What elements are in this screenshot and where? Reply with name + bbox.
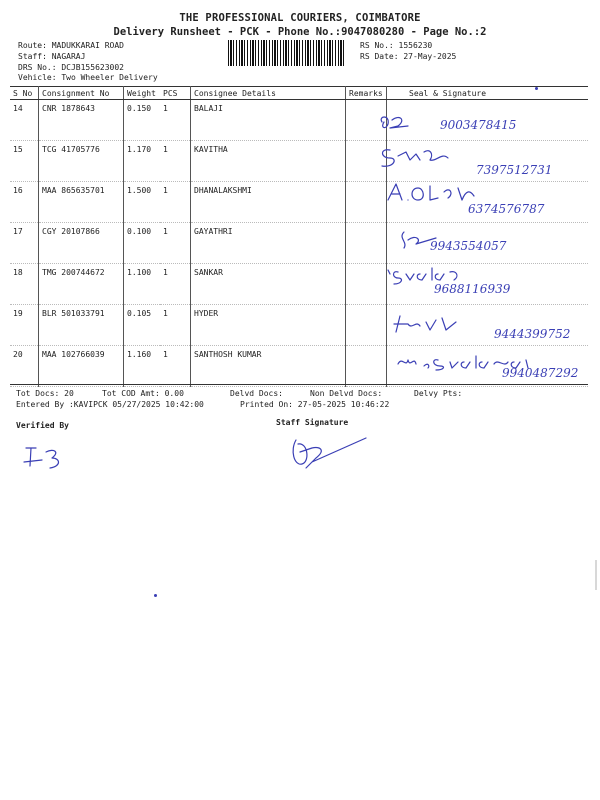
row-remarks — [346, 346, 387, 387]
row-weight: 0.150 — [124, 100, 161, 141]
row-pcs: 1 — [160, 141, 191, 182]
row-consignment: CGY 20107866 — [39, 223, 124, 264]
row-consignee: DHANALAKSHMI — [191, 182, 346, 223]
handwritten-phone: 6374576787 — [468, 202, 545, 216]
row-consignee: GAYATHRI — [191, 223, 346, 264]
col-remarks: Remarks — [346, 87, 387, 100]
row-pcs: 1 — [160, 305, 191, 346]
col-pcs: PCS — [160, 87, 191, 100]
row-sno: 14 — [10, 100, 39, 141]
table-row — [10, 141, 588, 182]
row-consignment: CNR 1878643 — [39, 100, 124, 141]
row-consignment: BLR 501033791 — [39, 305, 124, 346]
row-remarks — [346, 223, 387, 264]
row-sno: 19 — [10, 305, 39, 346]
signature-scrawl — [384, 264, 494, 286]
vehicle-label: Vehicle: Two Wheeler Delivery — [18, 73, 158, 82]
signature-scrawl — [384, 180, 484, 206]
signature-scrawl — [394, 352, 544, 372]
row-pcs: 1 — [160, 346, 191, 387]
staff-signature-label: Staff Signature — [276, 418, 349, 427]
staff-label: Staff: NAGARAJ — [18, 52, 86, 61]
total-cod-amount: Tot COD Amt: 0.00 — [102, 389, 184, 398]
verified-by-label: Verified By — [16, 421, 69, 430]
row-weight: 0.105 — [124, 305, 161, 346]
barcode-image — [228, 40, 344, 66]
col-signature: Seal & Signature — [387, 87, 589, 100]
delivered-docs: Delvd Docs: — [230, 389, 283, 398]
delivery-points: Delvy Pts: — [414, 389, 463, 398]
row-pcs: 1 — [160, 182, 191, 223]
row-remarks — [346, 264, 387, 305]
row-consignment: TCG 41705776 — [39, 141, 124, 182]
col-sno: S No — [10, 87, 39, 100]
row-remarks — [346, 182, 387, 223]
handwritten-phone: 9943554057 — [430, 239, 507, 253]
row-weight: 1.170 — [124, 141, 161, 182]
handwritten-phone: 9444399752 — [494, 327, 571, 341]
col-weight: Weight — [124, 87, 161, 100]
row-signature — [387, 100, 589, 141]
runsheet-subtitle: Delivery Runsheet - PCK - Phone No.:9047080280 - Page No.:2 — [113, 26, 487, 38]
handwritten-phone: 9940487292 — [502, 366, 579, 380]
row-consignee: SANTHOSH KUMAR — [191, 346, 346, 387]
entered-by: Entered By :KAVIPCK 05/27/2025 10:42:00 — [16, 400, 204, 409]
row-weight: 1.500 — [124, 182, 161, 223]
signature-scrawl — [376, 144, 466, 170]
non-delivered-docs: Non Delvd Docs: — [310, 389, 383, 398]
runsheet-table — [10, 86, 588, 387]
row-weight: 1.160 — [124, 346, 161, 387]
row-consignee: BALAJI — [191, 100, 346, 141]
route-label: Route: MADUKKARAI ROAD — [18, 41, 124, 50]
paper-edge-mark — [595, 560, 597, 590]
row-consignee: SANKAR — [191, 264, 346, 305]
table-row — [10, 100, 588, 141]
table-row — [10, 223, 588, 264]
row-consignee: KAVITHA — [191, 141, 346, 182]
rs-date: RS Date: 27-May-2025 — [360, 52, 457, 61]
handwritten-phone: 9688116939 — [434, 282, 511, 296]
staff-signature — [286, 432, 376, 476]
row-consignee: HYDER — [191, 305, 346, 346]
ink-dot — [535, 87, 538, 90]
table-row — [10, 264, 588, 305]
rs-number: RS No.: 1556230 — [360, 41, 433, 50]
row-pcs: 1 — [160, 100, 191, 141]
row-weight: 1.100 — [124, 264, 161, 305]
row-sno: 18 — [10, 264, 39, 305]
row-sno: 16 — [10, 182, 39, 223]
total-docs: Tot Docs: 20 — [16, 389, 74, 398]
row-sno: 17 — [10, 223, 39, 264]
row-weight: 0.100 — [124, 223, 161, 264]
company-title: THE PROFESSIONAL COURIERS, COIMBATORE — [179, 12, 421, 24]
signature-scrawl — [396, 228, 456, 250]
row-remarks — [346, 305, 387, 346]
signature-scrawl — [390, 312, 470, 334]
row-pcs: 1 — [160, 264, 191, 305]
col-consignee: Consignee Details — [191, 87, 346, 100]
table-row — [10, 182, 588, 223]
initials-mark — [376, 112, 416, 134]
handwritten-phone: 7397512731 — [476, 163, 553, 177]
row-consignment: MAA 865635701 — [39, 182, 124, 223]
row-consignment: MAA 102766039 — [39, 346, 124, 387]
handwritten-phone: 9003478415 — [440, 118, 517, 132]
row-sno: 20 — [10, 346, 39, 387]
row-sno: 15 — [10, 141, 39, 182]
row-pcs: 1 — [160, 223, 191, 264]
table-row — [10, 305, 588, 346]
col-consignment: Consignment No — [39, 87, 124, 100]
row-consignment: TMG 200744672 — [39, 264, 124, 305]
printed-on: Printed On: 27-05-2025 10:46:22 — [240, 400, 390, 409]
drs-number: DRS No.: DCJB155623002 — [18, 63, 124, 72]
verified-signature — [20, 440, 70, 476]
ink-dot — [154, 594, 157, 597]
table-bottom-rule — [10, 384, 588, 385]
